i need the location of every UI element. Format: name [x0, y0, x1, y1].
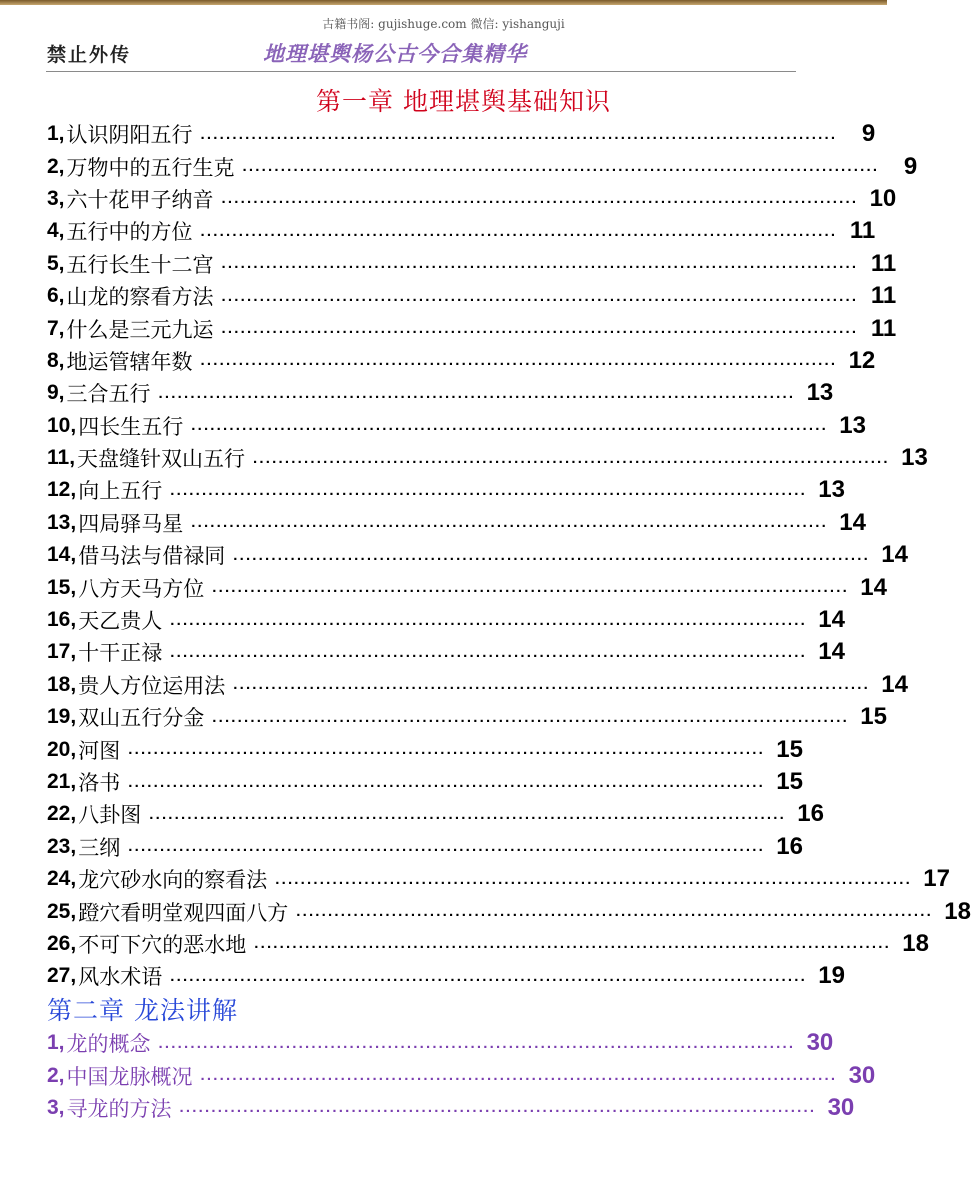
toc-entry-page: 19: [818, 962, 845, 990]
top-border-strip: [0, 0, 887, 5]
toc-entry-number: 22,: [47, 802, 77, 826]
toc-entry-title: 三合五行: [66, 382, 151, 407]
toc-entry-title: 四局驿马星: [78, 511, 184, 536]
toc-entry-number: 5,: [47, 251, 65, 275]
toc-dot-leader: ....................................................................................................: [212, 579, 849, 597]
toc-dot-leader: ....................................................................................................: [233, 546, 870, 564]
toc-entry-title: 河图: [78, 738, 121, 763]
toc-entry[interactable]: [47, 410, 866, 442]
toc-entry-number: 17,: [47, 640, 77, 664]
toc-dot-leader: ....................................................................................................: [221, 190, 859, 208]
toc-entry-page: 11: [870, 249, 897, 277]
toc-entry[interactable]: [47, 248, 897, 280]
toc-entry-number: 2,: [47, 1063, 65, 1087]
toc-entry-title: 五行长生十二宫: [66, 252, 214, 277]
toc-entry[interactable]: [47, 863, 950, 895]
chapter-2-toc: [47, 1027, 876, 1124]
toc-entry-number: 10,: [47, 413, 77, 437]
toc-entry-number: 6,: [47, 284, 65, 308]
toc-entry[interactable]: [47, 539, 908, 571]
toc-entry-page: 30: [806, 1029, 834, 1057]
toc-dot-leader: ....................................................................................................: [212, 708, 849, 726]
toc-entry-number: 13,: [47, 510, 77, 534]
toc-entry-number: 1,: [47, 122, 65, 146]
toc-entry-page: 16: [776, 832, 803, 860]
toc-entry-title: 八方天马方位: [78, 576, 205, 601]
toc-entry-title: 风水术语: [78, 965, 163, 990]
toc-entry[interactable]: [47, 377, 834, 409]
toc-entry-title: 蹬穴看明堂观四面八方: [78, 900, 289, 925]
toc-entry-page: 14: [818, 638, 845, 666]
toc-entry-page: 14: [881, 670, 908, 698]
toc-entry-page: 13: [901, 444, 928, 472]
toc-entry-number: 20,: [47, 737, 77, 761]
toc-entry-title: 中国龙脉概况: [66, 1064, 193, 1089]
toc-entry-title: 三纲: [78, 835, 121, 860]
toc-entry[interactable]: [47, 1059, 876, 1091]
toc-entry-number: 11,: [47, 446, 76, 470]
toc-entry[interactable]: [47, 1092, 855, 1124]
toc-entry-page: 16: [797, 800, 824, 828]
toc-entry-page: 13: [839, 411, 866, 439]
toc-entry[interactable]: [47, 831, 803, 863]
toc-entry-number: 8,: [47, 348, 65, 372]
toc-entry-page: 11: [870, 314, 897, 342]
toc-entry[interactable]: [47, 669, 908, 701]
toc-entry-number: 9,: [47, 381, 65, 405]
toc-entry-page: 14: [860, 573, 887, 601]
toc-entry-title: 山龙的察看方法: [66, 285, 214, 310]
toc-entry-page: 13: [806, 379, 834, 407]
toc-dot-leader: ....................................................................................................: [200, 125, 838, 143]
toc-entry-page: 15: [860, 703, 887, 731]
toc-entry[interactable]: [47, 150, 918, 182]
toc-entry[interactable]: [47, 474, 845, 506]
header-divider: [46, 71, 796, 72]
toc-entry[interactable]: [47, 604, 845, 636]
toc-dot-leader: ....................................................................................................: [158, 1034, 796, 1052]
toc-entry-number: 7,: [47, 316, 65, 340]
toc-entry-page: 30: [848, 1061, 876, 1089]
toc-dot-leader: ....................................................................................................: [221, 287, 859, 305]
toc-entry-title: 天盘缝针双山五行: [77, 447, 246, 472]
toc-dot-leader: ....................................................................................................: [200, 1067, 838, 1085]
toc-entry-title: 认识阴阳五行: [66, 123, 193, 148]
toc-entry-number: 19,: [47, 705, 77, 729]
toc-entry-page: 13: [818, 476, 845, 504]
toc-dot-leader: ....................................................................................................: [191, 514, 828, 532]
toc-entry[interactable]: [47, 733, 803, 765]
toc-entry-page: 30: [827, 1093, 855, 1121]
toc-dot-leader: ....................................................................................................: [296, 903, 933, 921]
toc-entry-page: 14: [818, 606, 845, 634]
toc-entry-number: 4,: [47, 219, 65, 243]
toc-entry-page: 9: [861, 120, 876, 148]
toc-dot-leader: ....................................................................................................: [253, 449, 890, 467]
toc-entry[interactable]: [47, 442, 928, 474]
toc-entry-number: 16,: [47, 608, 77, 632]
toc-entry-number: 26,: [47, 931, 77, 955]
toc-entry-title: 天乙贵人: [78, 609, 163, 634]
header-book-title: 地理堪舆杨公古今合集精华: [263, 42, 527, 66]
toc-dot-leader: ....................................................................................................: [170, 611, 807, 629]
toc-dot-leader: ....................................................................................................: [275, 870, 912, 888]
toc-entry-title: 龙穴砂水向的察看法: [78, 868, 268, 893]
toc-entry[interactable]: [47, 183, 897, 215]
toc-entry[interactable]: [47, 312, 897, 344]
toc-dot-leader: ....................................................................................................: [158, 384, 796, 402]
chapter-2-title: 第二章 龙法讲解: [47, 996, 238, 1025]
toc-entry-page: 11: [870, 282, 897, 310]
toc-entry-title: 六十花甲子纳音: [66, 187, 214, 212]
toc-entry-title: 八卦图: [78, 803, 142, 828]
toc-dot-leader: ....................................................................................................: [200, 352, 838, 370]
toc-dot-leader: ....................................................................................................: [179, 1099, 817, 1117]
toc-entry-number: 12,: [47, 478, 77, 502]
toc-dot-leader: ....................................................................................................: [170, 967, 807, 985]
toc-entry-number: 24,: [47, 867, 77, 891]
toc-entry-number: 3,: [47, 1095, 65, 1119]
toc-entry-title: 五行中的方位: [66, 220, 193, 245]
toc-dot-leader: ....................................................................................................: [128, 741, 765, 759]
toc-entry-title: 什么是三元九运: [66, 317, 214, 342]
toc-entry-title: 四长生五行: [78, 414, 184, 439]
toc-entry[interactable]: [47, 928, 929, 960]
toc-dot-leader: ....................................................................................................: [191, 417, 828, 435]
toc-entry-title: 地运管辖年数: [66, 349, 193, 374]
toc-entry[interactable]: [47, 507, 866, 539]
toc-entry-page: 14: [839, 508, 866, 536]
toc-entry-page: 18: [944, 897, 971, 925]
header-restriction-label: 禁止外传: [47, 44, 132, 66]
toc-entry-title: 十干正禄: [78, 641, 163, 666]
toc-entry-title: 双山五行分金: [78, 706, 205, 731]
toc-entry-page: 14: [881, 541, 908, 569]
toc-entry-title: 龙的概念: [66, 1032, 151, 1057]
toc-entry-number: 18,: [47, 672, 77, 696]
toc-dot-leader: ....................................................................................................: [128, 838, 765, 856]
toc-entry-page: 15: [776, 735, 803, 763]
toc-entry-number: 1,: [47, 1031, 65, 1055]
toc-entry[interactable]: [47, 895, 971, 927]
toc-entry[interactable]: [47, 960, 845, 992]
toc-entry-number: 14,: [47, 543, 77, 567]
toc-entry-title: 借马法与借禄同: [78, 544, 226, 569]
toc-entry[interactable]: [47, 280, 897, 312]
toc-dot-leader: ....................................................................................................: [242, 158, 880, 176]
toc-dot-leader: ....................................................................................................: [170, 481, 807, 499]
toc-entry[interactable]: [47, 636, 845, 668]
chapter-1-toc: [47, 118, 971, 993]
toc-entry-page: 11: [849, 217, 876, 245]
site-watermark: 古籍书阁: gujishuge.com 微信: yishanguji: [322, 17, 565, 31]
toc-entry-page: 15: [776, 768, 803, 795]
toc-entry-number: 27,: [47, 964, 77, 988]
toc-dot-leader: ....................................................................................................: [254, 935, 891, 953]
toc-dot-leader: ....................................................................................................: [221, 320, 859, 338]
toc-entry[interactable]: [47, 798, 824, 830]
toc-entry-number: 15,: [47, 575, 77, 599]
toc-entry-page: 12: [848, 346, 876, 374]
toc-entry-number: 2,: [47, 154, 65, 178]
toc-entry-page: 10: [869, 184, 897, 212]
toc-dot-leader: ....................................................................................................: [128, 773, 765, 791]
toc-dot-leader: ....................................................................................................: [233, 676, 870, 694]
toc-entry-number: 3,: [47, 186, 65, 210]
toc-dot-leader: ....................................................................................................: [200, 222, 838, 240]
toc-entry-title: 贵人方位运用法: [78, 673, 226, 698]
toc-entry-title: 万物中的五行生克: [66, 155, 235, 180]
toc-entry[interactable]: [47, 118, 876, 150]
toc-entry[interactable]: [47, 766, 803, 798]
toc-dot-leader: ....................................................................................................: [149, 805, 786, 823]
toc-entry-title: 洛书: [78, 771, 121, 795]
toc-entry[interactable]: [47, 1027, 834, 1059]
toc-entry-number: 25,: [47, 899, 77, 923]
toc-entry[interactable]: [47, 215, 876, 247]
toc-entry-number: 23,: [47, 834, 77, 858]
toc-entry[interactable]: [47, 345, 876, 377]
toc-entry-page: 18: [902, 929, 929, 957]
toc-entry-title: 不可下穴的恶水地: [78, 932, 247, 957]
toc-entry[interactable]: [47, 571, 887, 603]
toc-entry-page: 9: [903, 152, 918, 180]
toc-dot-leader: ....................................................................................................: [221, 255, 859, 273]
toc-dot-leader: ....................................................................................................: [170, 643, 807, 661]
toc-entry-page: 17: [923, 865, 950, 893]
chapter-1-title: 第一章 地理堪舆基础知识: [316, 87, 611, 116]
toc-entry-title: 向上五行: [78, 479, 163, 504]
toc-entry-number: 21,: [47, 770, 77, 793]
toc-entry[interactable]: [47, 701, 887, 733]
toc-entry-title: 寻龙的方法: [66, 1096, 172, 1121]
